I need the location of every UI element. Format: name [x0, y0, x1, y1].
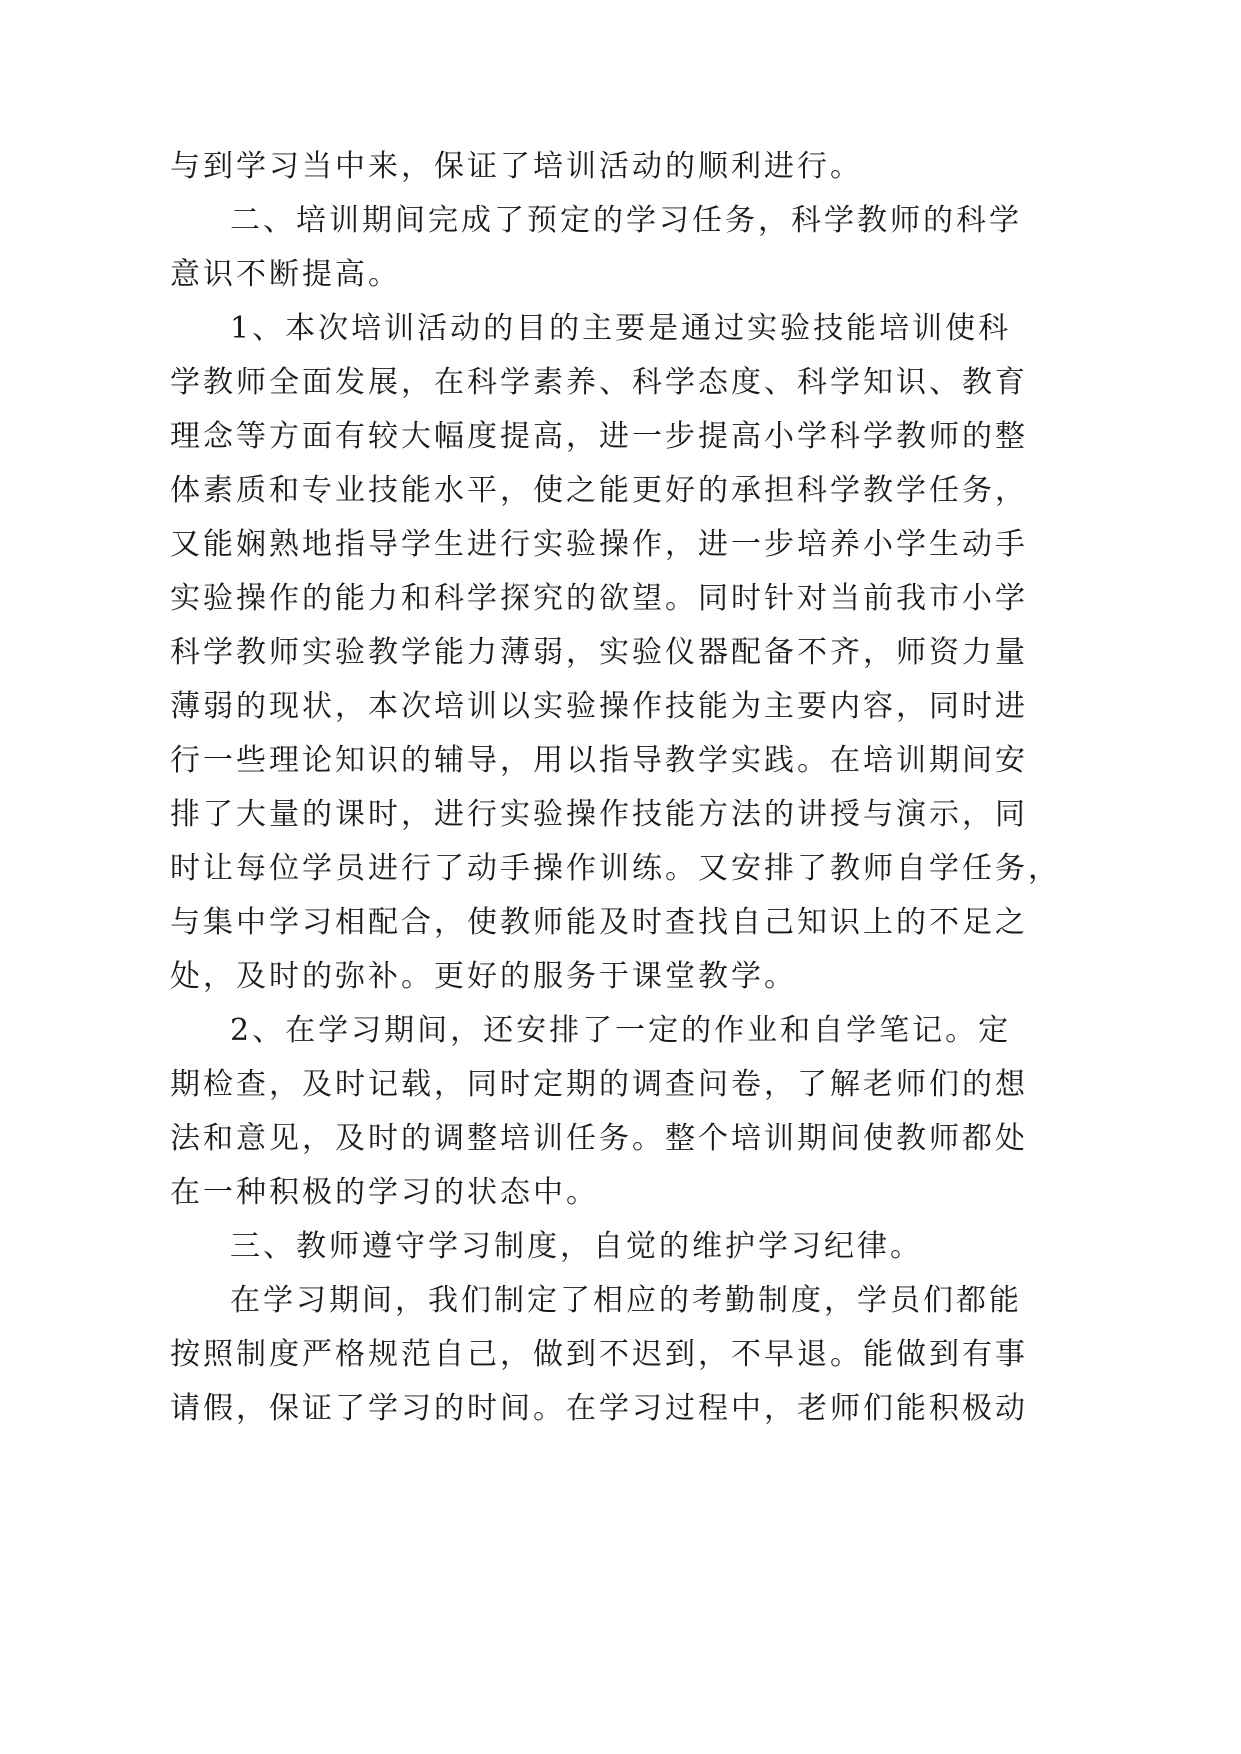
text-line: 期检查，及时记载，同时定期的调查问卷，了解老师们的想 — [170, 1067, 1028, 1102]
paragraph-start: 在学习期间，我们制定了相应的考勤制度，学员们都能 — [230, 1283, 1022, 1318]
text-line: 时让每位学员进行了动手操作训练。又安排了教师自学任务， — [170, 851, 1061, 886]
section-heading-2: 二、培训期间完成了预定的学习任务，科学教师的科学 — [230, 203, 1022, 238]
text-line: 体素质和专业技能水平，使之能更好的承担科学教学任务， — [170, 473, 1028, 508]
paragraph-start: 2、在学习期间，还安排了一定的作业和自学笔记。定 — [230, 1013, 1012, 1048]
text-line: 与到学习当中来，保证了培训活动的顺利进行。 — [170, 149, 863, 184]
text-line: 实验操作的能力和科学探究的欲望。同时针对当前我市小学 — [170, 581, 1028, 616]
text-line: 科学教师实验教学能力薄弱，实验仪器配备不齐，师资力量 — [170, 635, 1028, 670]
text-line: 理念等方面有较大幅度提高，进一步提高小学科学教师的整 — [170, 419, 1028, 454]
text-line: 学教师全面发展，在科学素养、科学态度、科学知识、教育 — [170, 365, 1028, 400]
text-line: 在一种积极的学习的状态中。 — [170, 1175, 599, 1210]
text-line: 与集中学习相配合，使教师能及时查找自己知识上的不足之 — [170, 905, 1028, 940]
text-line: 又能娴熟地指导学生进行实验操作，进一步培养小学生动手 — [170, 527, 1028, 562]
text-line: 行一些理论知识的辅导，用以指导教学实践。在培训期间安 — [170, 743, 1028, 778]
paragraph-start: 1、本次培训活动的目的主要是通过实验技能培训使科 — [230, 311, 1012, 346]
text-line: 排了大量的课时，进行实验操作技能方法的讲授与演示，同 — [170, 797, 1028, 832]
text-line: 薄弱的现状，本次培训以实验操作技能为主要内容，同时进 — [170, 689, 1028, 724]
text-line: 请假，保证了学习的时间。在学习过程中，老师们能积极动 — [170, 1391, 1028, 1426]
document-body — [170, 140, 1061, 1436]
section-heading-3: 三、教师遵守学习制度，自觉的维护学习纪律。 — [230, 1229, 923, 1264]
text-line: 按照制度严格规范自己，做到不迟到，不早退。能做到有事 — [170, 1337, 1028, 1372]
text-line: 法和意见，及时的调整培训任务。整个培训期间使教师都处 — [170, 1121, 1028, 1156]
text-line: 意识不断提高。 — [170, 257, 401, 292]
text-line: 处，及时的弥补。更好的服务于课堂教学。 — [170, 959, 797, 994]
